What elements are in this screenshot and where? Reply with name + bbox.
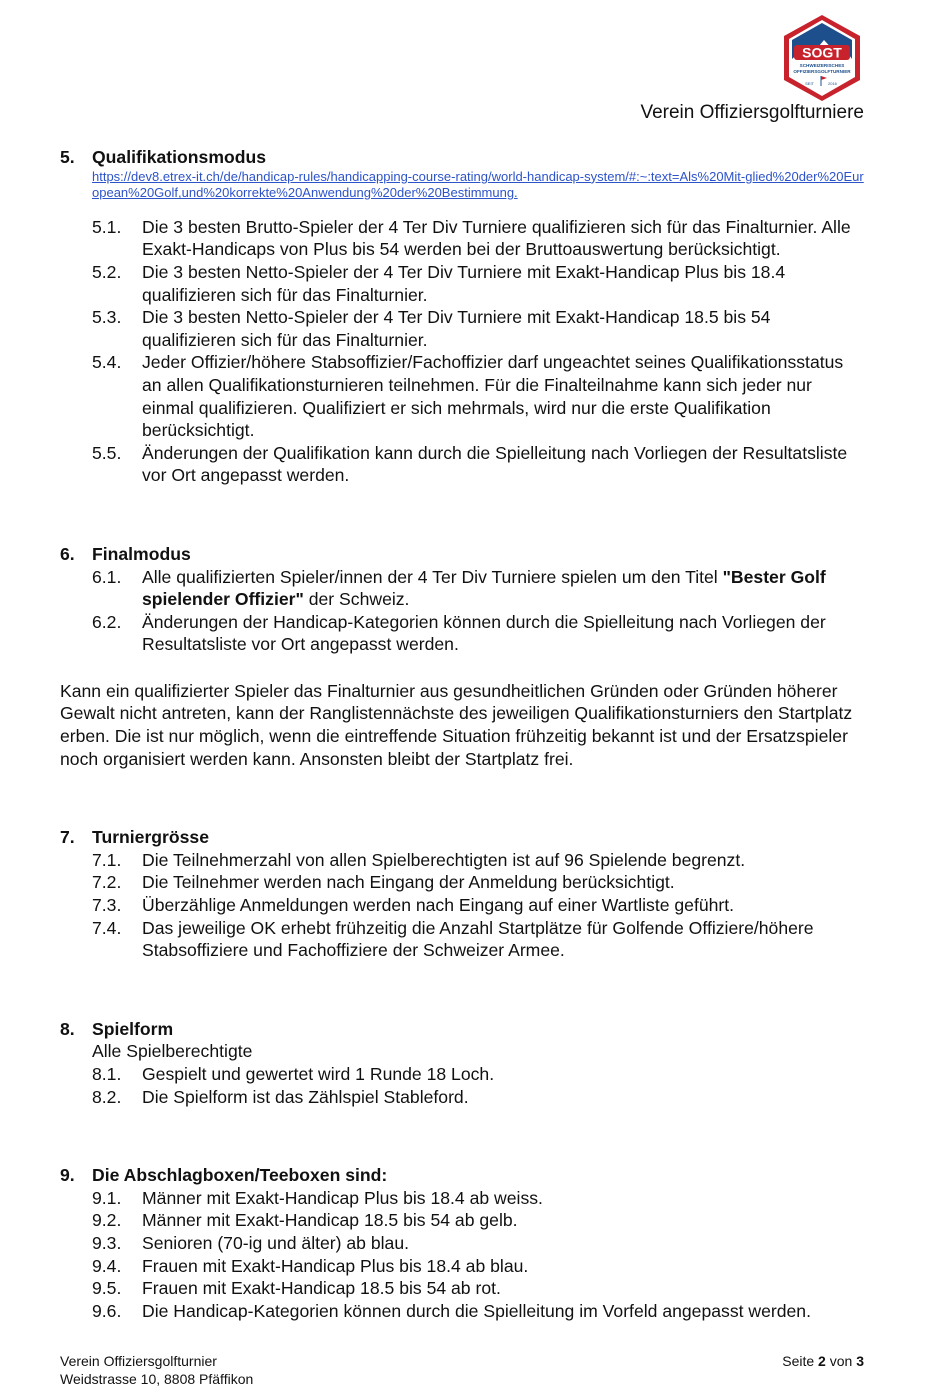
item-text: Senioren (70-ig und älter) ab blau. [142,1232,410,1253]
list-item [92,216,866,261]
item-text: Gespielt und gewertet wird 1 Runde 18 Loch. [142,1064,495,1084]
logo-year: 2016 [828,81,837,86]
item-number: 6.2. [92,611,122,632]
list-item [92,261,866,306]
list-item [92,1063,866,1086]
list-item [92,871,866,894]
section-title: Qualifikationsmodus [92,147,267,167]
list-item [92,1300,866,1323]
item-text: Männer mit Exakt-Handicap Plus bis 18.4 ab weiss. [142,1187,543,1208]
logo-line2: OFFIZIERSGOLFTURNIER [793,69,851,74]
logo-line1: SCHWEIZERISCHES [799,63,845,68]
list-item [92,611,866,656]
item-text: Frauen mit Exakt-Handicap Plus bis 18.4 ab blau. [142,1255,529,1276]
item-number: 7.2. [92,872,122,893]
section-title: Spielform [92,1018,174,1039]
section-title: Finalmodus [92,543,191,564]
list-item [92,849,866,872]
item-number: 9.2. [92,1210,122,1231]
current-page: 2 [818,1353,826,1369]
logo-since: SEIT [805,81,814,86]
replacement-paragraph: Kann ein qualifizierter Spieler das Finalturnier aus gesundheitlichen Gründen oder Gründen höherer Gewalt nicht antreten, kann der Ranglistennächste des jeweiligen Qualifikationsturniers den Startplatz erben. Die ist nur möglich, wenn die eintreffende Situation frühzeitig bekannt ist und der Ersatzspieler noch organisiert werden kann. Ansonsten bleibt der Startplatz frei. [60,680,853,769]
item-number: 5.2. [92,261,122,282]
section-title: Turniergrösse [92,827,209,848]
section-number: 5. [60,147,75,167]
section-title: Die Abschlagboxen/Teeboxen sind: [92,1165,388,1186]
item-text: Die Handicap-Kategorien können durch die Spielleitung im Vorfeld angepasst werden. [142,1300,811,1321]
item-text: Änderungen der Qualifikation kann durch die Spielleitung nach Vorliegen der Resultatsliste vor Ort angepasst werden. [142,442,848,486]
list-item [92,894,866,917]
logo-abbr: SOGT [802,44,842,61]
section-5-heading [60,146,866,169]
item-text: Die Teilnehmer werden nach Eingang der Anmeldung berücksichtigt. [142,872,675,893]
header-org-name: Verein Offiziersgolfturniere [640,102,864,123]
section-8-list [92,1063,866,1108]
item-number: 6.1. [92,566,122,587]
item-number: 9.4. [92,1255,122,1276]
section-number: 6. [60,543,75,564]
item-number: 8.2. [92,1086,122,1107]
page-number: Seite 2 von 3 [782,1353,864,1369]
item-number: 5.1. [92,216,122,237]
section-6-list [92,566,866,656]
list-item [92,566,866,611]
list-item [92,1255,866,1278]
item-text: Überzählige Anmeldungen werden nach Eingang auf einer Wartliste geführt. [142,895,735,916]
section-7-list [92,849,866,962]
item-number: 7.3. [92,895,122,916]
item-text: Männer mit Exakt-Handicap 18.5 bis 54 ab gelb. [142,1210,518,1231]
item-text: Frauen mit Exakt-Handicap 18.5 bis 54 ab rot. [142,1278,501,1299]
item-text: Änderungen der Handicap-Kategorien können durch die Spielleitung nach Vorliegen der Resultatsliste vor Ort angepasst werden. [142,611,826,655]
list-item [92,1187,866,1210]
list-item [92,917,866,962]
section-8-heading [60,1018,866,1041]
item-number: 9.1. [92,1187,122,1208]
item-number: 7.4. [92,917,122,938]
item-number: 5.4. [92,352,122,373]
list-item [92,351,866,441]
section-number: 9. [60,1165,75,1186]
item-number: 5.3. [92,307,122,328]
list-item [92,1086,866,1109]
item-text: Die 3 besten Netto-Spieler der 4 Ter Div Turniere mit Exakt-Handicap Plus bis 18.4 qualifizieren sich für das Finalturnier. [142,261,786,305]
item-text: Die 3 besten Brutto-Spieler der 4 Ter Div Turniere qualifizieren sich für das Finalturnier. Alle Exakt-Handicaps von Plus bis 54 werden bei der Bruttoauswertung berücksichtigt. [142,216,851,260]
item-text: Die Spielform ist das Zählspiel Stableford. [142,1086,469,1107]
title-bold: "Bester Golf spielender Offizier" [142,566,826,610]
list-item [92,306,866,351]
item-text: Die Teilnehmerzahl von allen Spielberechtigten ist auf 96 Spielende begrenzt. [142,849,746,870]
section-5-list [92,216,866,487]
item-number: 8.1. [92,1064,122,1084]
total-pages: 3 [856,1353,864,1369]
item-number: 9.6. [92,1300,122,1321]
sogt-logo [776,12,868,104]
item-number: 9.3. [92,1232,122,1253]
section-9-list [92,1187,866,1323]
footer-address [60,1353,253,1388]
section-7-heading [60,826,866,849]
item-text: Die 3 besten Netto-Spieler der 4 Ter Div Turniere mit Exakt-Handicap 18.5 bis 54 qualifizieren sich für das Finalturnier. [142,307,771,350]
item-number: 5.5. [92,442,122,463]
item-number: 7.1. [92,849,122,870]
section-9-heading [60,1164,866,1187]
list-item [92,1209,866,1232]
section-6-heading [60,543,866,566]
document-body [60,146,866,1322]
item-text: Jeder Offizier/höhere Stabsoffizier/Fachoffizier darf ungeachtet seines Qualifikationsstatus an allen Qualifikationsturnieren teilnehmen. Für die Finalteilnahme kann sich jeder nur einmal qualifizieren. Qualifiziert er sich mehrmals, wird nur die erste Qualifikation berücksichtigt. [142,352,844,441]
section-8-intro: Alle Spielberechtigte [92,1041,253,1062]
list-item [92,1232,866,1255]
sogt-logo-graphic [776,12,868,104]
list-item [92,1277,866,1300]
item-number: 9.5. [92,1278,122,1299]
footer-street: Weidstrasse 10, 8808 Pfäffikon [60,1370,254,1387]
whs-link[interactable]: https://dev8.etrex-it.ch/de/handicap-rules/handicapping-course-rating/world-handicap-system/#:~:text=Als%20Mit-glied%20der%20European%20Golf,und%20korrekte%20Anwendung%20der%20Bestimmung. [92,168,864,201]
item-text: Alle qualifizierten Spieler/innen der 4 Ter Div Turniere spielen um den Titel "Bester Golf spielender Offizier" der Schweiz. [142,566,826,610]
footer-org: Verein Offiziersgolfturnier [60,1353,217,1369]
section-number: 8. [60,1018,75,1039]
section-number: 7. [60,827,75,848]
item-text: Das jeweilige OK erhebt frühzeitig die Anzahl Startplätze für Golfende Offiziere/höhere Stabsoffiziere und Fachoffiziere der Schweizer Armee. [142,917,814,961]
list-item [92,442,866,487]
